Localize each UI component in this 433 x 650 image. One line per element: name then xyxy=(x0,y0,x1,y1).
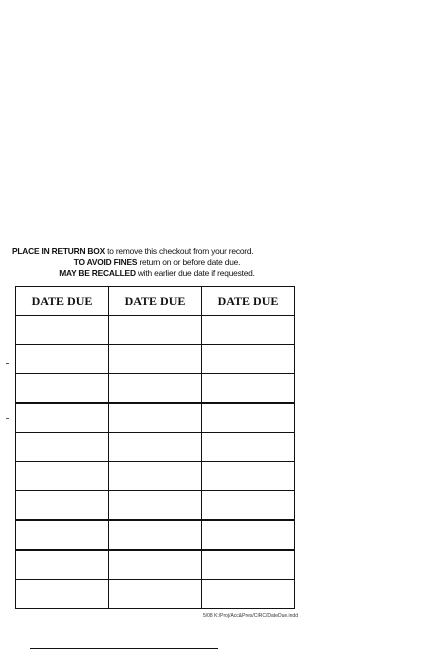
date-cell xyxy=(202,520,295,550)
date-cell xyxy=(16,580,109,609)
notice-fines-bold: TO AVOID FINES xyxy=(73,257,138,267)
notice-line-fines xyxy=(12,257,302,268)
table-row xyxy=(16,580,295,609)
table-row xyxy=(16,491,295,521)
date-cell xyxy=(202,345,295,374)
bottom-rule xyxy=(30,648,218,649)
date-due-header-row xyxy=(16,287,295,316)
notice-fines-text: return on or before date due. xyxy=(137,257,241,267)
table-row xyxy=(16,316,295,345)
date-cell xyxy=(16,550,109,580)
date-due-table xyxy=(15,286,295,609)
notice-recall-bold: MAY BE RECALLED xyxy=(59,268,136,278)
table-row xyxy=(16,345,295,374)
date-cell xyxy=(202,462,295,491)
notice-line-recall xyxy=(12,268,302,279)
date-cell xyxy=(109,491,202,521)
date-cell xyxy=(202,491,295,521)
date-cell xyxy=(109,550,202,580)
date-cell xyxy=(16,316,109,345)
date-cell xyxy=(16,462,109,491)
notice-return-bold: PLACE IN RETURN BOX xyxy=(12,246,105,256)
date-cell xyxy=(202,316,295,345)
date-cell xyxy=(109,345,202,374)
date-due-header-3: DATE DUE xyxy=(202,287,295,316)
date-cell xyxy=(109,520,202,550)
date-due-header-2: DATE DUE xyxy=(109,287,202,316)
date-cell xyxy=(109,433,202,462)
table-row xyxy=(16,374,295,404)
date-cell xyxy=(202,580,295,609)
notice-return-text: to remove this checkout from your record. xyxy=(104,246,254,256)
date-cell xyxy=(109,403,202,433)
table-row xyxy=(16,550,295,580)
date-due-rows xyxy=(16,316,295,609)
table-row xyxy=(16,433,295,462)
date-cell xyxy=(16,491,109,521)
margin-tick xyxy=(6,418,9,419)
footer-code: 5/08 K:/Proj/Acc&Pres/CIRC/DateDue.indd xyxy=(202,613,298,619)
date-cell xyxy=(16,374,109,404)
date-cell xyxy=(16,345,109,374)
date-cell xyxy=(16,433,109,462)
date-cell xyxy=(109,316,202,345)
date-cell xyxy=(109,462,202,491)
date-cell xyxy=(202,433,295,462)
notice-line-return xyxy=(12,246,302,257)
date-cell xyxy=(109,580,202,609)
table-row xyxy=(16,462,295,491)
table-row xyxy=(16,403,295,433)
notice-recall-text: with earlier due date if requested. xyxy=(135,268,255,278)
table-row xyxy=(16,520,295,550)
date-cell xyxy=(202,403,295,433)
date-due-header-1: DATE DUE xyxy=(16,287,109,316)
date-cell xyxy=(16,403,109,433)
return-notice xyxy=(12,246,302,279)
date-cell xyxy=(202,550,295,580)
date-cell xyxy=(16,520,109,550)
margin-tick xyxy=(6,363,9,364)
date-cell xyxy=(202,374,295,404)
date-cell xyxy=(109,374,202,404)
